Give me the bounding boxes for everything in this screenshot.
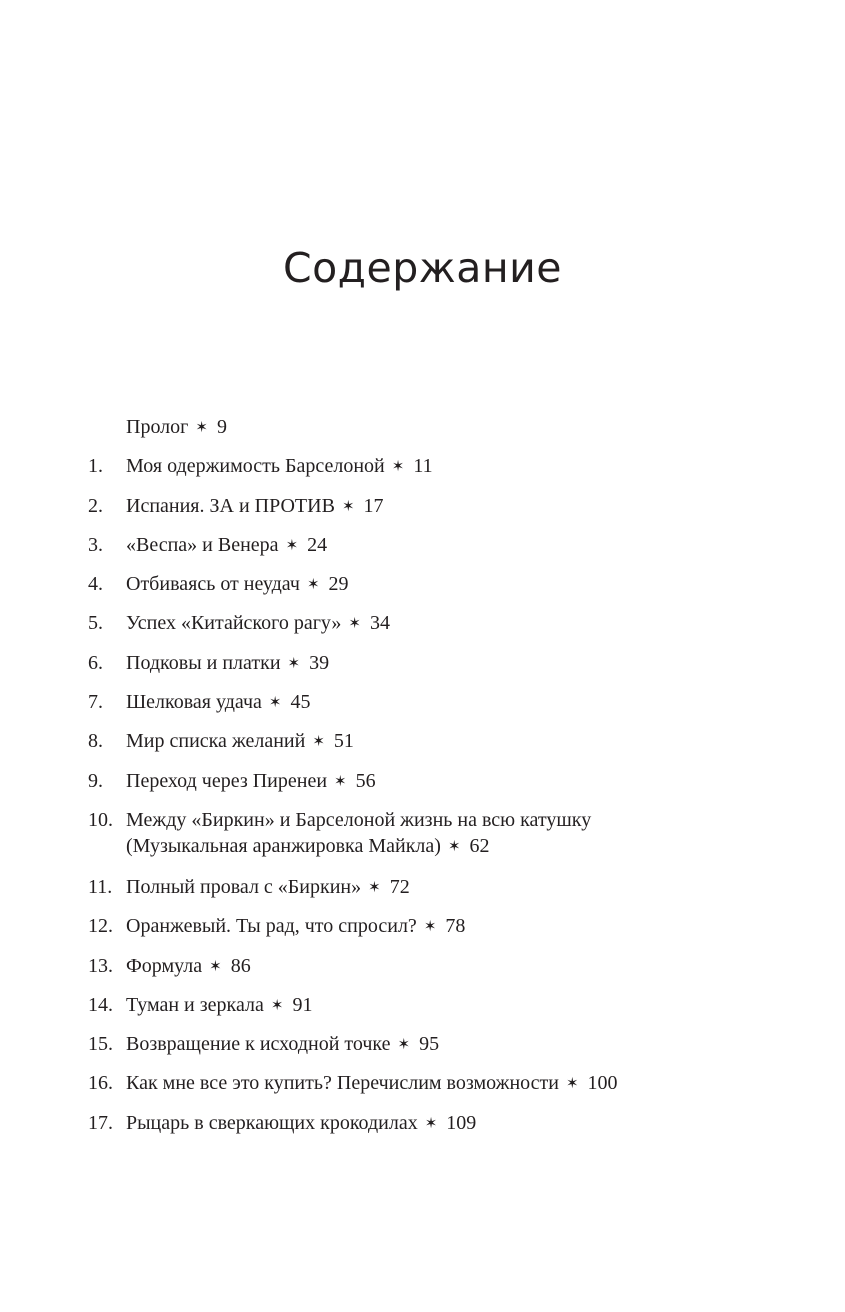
toc-entry bbox=[0, 907, 845, 946]
chapter-title-row bbox=[126, 1104, 476, 1144]
asterisk-separator-icon: ✶ bbox=[334, 771, 347, 790]
asterisk-separator-icon: ✶ bbox=[209, 956, 222, 975]
chapter-title-row bbox=[126, 526, 327, 566]
asterisk-separator-icon: ✶ bbox=[195, 418, 208, 436]
page-number: 109 bbox=[446, 1111, 477, 1134]
chapter-number: 8. bbox=[88, 730, 103, 753]
chapter-title: Как мне все это купить? Перечислим возможности bbox=[126, 1072, 559, 1095]
chapter-number: 11. bbox=[88, 875, 113, 898]
chapter-number: 13. bbox=[88, 954, 113, 977]
toc-entry bbox=[0, 1025, 845, 1064]
toc-entry bbox=[0, 408, 845, 447]
page-number: 24 bbox=[307, 533, 328, 556]
chapter-title: Пролог bbox=[126, 416, 189, 438]
page-number: 29 bbox=[328, 573, 349, 596]
page-number: 100 bbox=[587, 1072, 618, 1095]
page-number: 91 bbox=[292, 993, 313, 1016]
asterisk-separator-icon: ✶ bbox=[306, 575, 320, 594]
toc-entry bbox=[0, 986, 845, 1025]
chapter-entry-text bbox=[126, 1064, 618, 1104]
asterisk-separator-icon: ✶ bbox=[312, 732, 325, 751]
chapter-entry-text bbox=[126, 526, 327, 566]
chapter-entry-text bbox=[126, 408, 227, 448]
chapter-title: Рыцарь в сверкающих крокодилах bbox=[126, 1111, 418, 1134]
chapter-title: Шелковая удача bbox=[126, 691, 262, 714]
page-number: 86 bbox=[230, 954, 251, 977]
asterisk-separator-icon: ✶ bbox=[397, 1035, 411, 1054]
toc-entry bbox=[0, 868, 845, 907]
asterisk-separator-icon: ✶ bbox=[285, 535, 299, 554]
chapter-title: Полный провал с «Биркин» bbox=[126, 875, 362, 898]
chapter-entry-text bbox=[126, 947, 251, 987]
chapter-title-row bbox=[126, 644, 329, 684]
chapter-number: 14. bbox=[88, 993, 113, 1016]
chapter-title-row bbox=[126, 1064, 618, 1104]
chapter-number: 15. bbox=[88, 1033, 113, 1056]
toc-entry bbox=[0, 1064, 845, 1103]
toc-entry bbox=[0, 1104, 845, 1143]
page-number: 78 bbox=[445, 915, 466, 938]
chapter-number: 1. bbox=[88, 455, 103, 478]
asterisk-separator-icon: ✶ bbox=[565, 1074, 579, 1093]
chapter-number: 9. bbox=[88, 769, 103, 792]
page-number: 56 bbox=[355, 769, 376, 792]
chapter-entry-text bbox=[126, 907, 465, 947]
chapter-title-row bbox=[126, 986, 312, 1026]
chapter-title-row bbox=[126, 868, 410, 908]
toc-entry bbox=[0, 526, 845, 565]
chapter-title: Возвращение к исходной точке bbox=[126, 1033, 391, 1056]
chapter-title-line: Между «Биркин» и Барселоной жизнь на всю катушку bbox=[126, 808, 592, 831]
chapter-title-row bbox=[126, 947, 251, 987]
chapter-title-row bbox=[126, 408, 227, 448]
chapter-title-row bbox=[126, 487, 384, 527]
asterisk-separator-icon: ✶ bbox=[287, 653, 301, 672]
chapter-title: Формула bbox=[126, 954, 203, 977]
asterisk-separator-icon: ✶ bbox=[424, 1113, 438, 1132]
chapter-title: Моя одержимость Барселоной bbox=[126, 455, 385, 478]
chapter-entry-text bbox=[126, 986, 312, 1026]
asterisk-separator-icon: ✶ bbox=[423, 917, 437, 936]
toc-entry bbox=[0, 487, 845, 526]
chapter-title-row bbox=[126, 604, 390, 644]
chapter-entry-text bbox=[126, 447, 433, 487]
toc-entry bbox=[0, 947, 845, 986]
chapter-title: Оранжевый. Ты рад, что спросил? bbox=[126, 915, 417, 938]
chapter-title: Туман и зеркала bbox=[126, 993, 264, 1016]
page-number: 51 bbox=[333, 730, 354, 753]
chapter-entry-text bbox=[126, 1104, 476, 1144]
chapter-title-row bbox=[126, 683, 311, 723]
chapter-number: 12. bbox=[88, 915, 113, 938]
asterisk-separator-icon: ✶ bbox=[341, 496, 355, 515]
chapter-entry-text bbox=[126, 644, 329, 684]
toc-entry bbox=[0, 762, 845, 801]
chapter-number: 5. bbox=[88, 612, 103, 635]
toc-entry bbox=[0, 644, 845, 683]
chapter-entry-text bbox=[126, 868, 410, 908]
chapter-number: 16. bbox=[88, 1072, 113, 1095]
page-number: 9 bbox=[216, 416, 227, 438]
chapter-title: Мир списка желаний bbox=[126, 730, 306, 753]
chapter-entry-text bbox=[126, 683, 311, 723]
chapter-number: 17. bbox=[88, 1111, 113, 1134]
chapter-entry-text bbox=[126, 807, 591, 860]
chapter-title: Подковы и платки bbox=[126, 651, 281, 674]
asterisk-separator-icon: ✶ bbox=[270, 995, 284, 1014]
toc-entry bbox=[0, 683, 845, 722]
chapter-number: 3. bbox=[88, 533, 103, 556]
chapter-entry-text bbox=[126, 1025, 439, 1065]
asterisk-separator-icon: ✶ bbox=[368, 877, 381, 896]
chapter-title: Испания. ЗА и ПРОТИВ bbox=[126, 494, 335, 517]
page-title: Содержание bbox=[282, 244, 563, 292]
page-number: 11 bbox=[413, 455, 433, 478]
chapter-title: Успех «Китайского рагу» bbox=[126, 612, 342, 635]
asterisk-separator-icon: ✶ bbox=[391, 457, 405, 476]
page-number: 45 bbox=[290, 691, 311, 714]
chapter-number: 4. bbox=[88, 573, 103, 596]
chapter-title-row bbox=[126, 833, 591, 860]
chapter-title-row bbox=[126, 1025, 439, 1065]
chapter-title-row bbox=[126, 565, 349, 605]
toc-entry bbox=[0, 565, 845, 604]
chapter-entry-text bbox=[126, 722, 354, 762]
asterisk-separator-icon: ✶ bbox=[268, 693, 282, 712]
page-number: 95 bbox=[419, 1033, 440, 1056]
chapter-title: (Музыкальная аранжировка Майкла) bbox=[126, 834, 441, 857]
page-number: 62 bbox=[469, 834, 490, 857]
chapter-title-row bbox=[126, 762, 376, 802]
chapter-entry-text bbox=[126, 565, 349, 605]
chapter-entry-text bbox=[126, 487, 384, 527]
chapter-title-row bbox=[126, 907, 465, 947]
page-number: 72 bbox=[389, 875, 410, 898]
chapter-number: 2. bbox=[88, 494, 103, 517]
page-number: 34 bbox=[370, 612, 390, 635]
chapter-title: «Веспа» и Венера bbox=[126, 533, 279, 556]
chapter-number: 6. bbox=[88, 651, 103, 674]
chapter-entry-text bbox=[126, 762, 376, 802]
chapter-title: Отбиваясь от неудач bbox=[126, 573, 300, 596]
chapter-title-row bbox=[126, 447, 433, 487]
chapter-title: Переход через Пиренеи bbox=[126, 769, 328, 792]
asterisk-separator-icon: ✶ bbox=[447, 836, 461, 855]
chapter-entry-text bbox=[126, 604, 390, 644]
table-of-contents bbox=[0, 408, 845, 1143]
asterisk-separator-icon: ✶ bbox=[348, 614, 361, 633]
chapter-number: 10. bbox=[88, 808, 113, 831]
chapter-title-row bbox=[126, 722, 354, 762]
page-number: 39 bbox=[309, 651, 330, 674]
page-number: 17 bbox=[363, 494, 384, 517]
toc-entry bbox=[0, 447, 845, 486]
chapter-number: 7. bbox=[88, 691, 103, 714]
toc-entry bbox=[0, 722, 845, 761]
toc-entry bbox=[0, 604, 845, 643]
toc-entry bbox=[0, 801, 845, 868]
